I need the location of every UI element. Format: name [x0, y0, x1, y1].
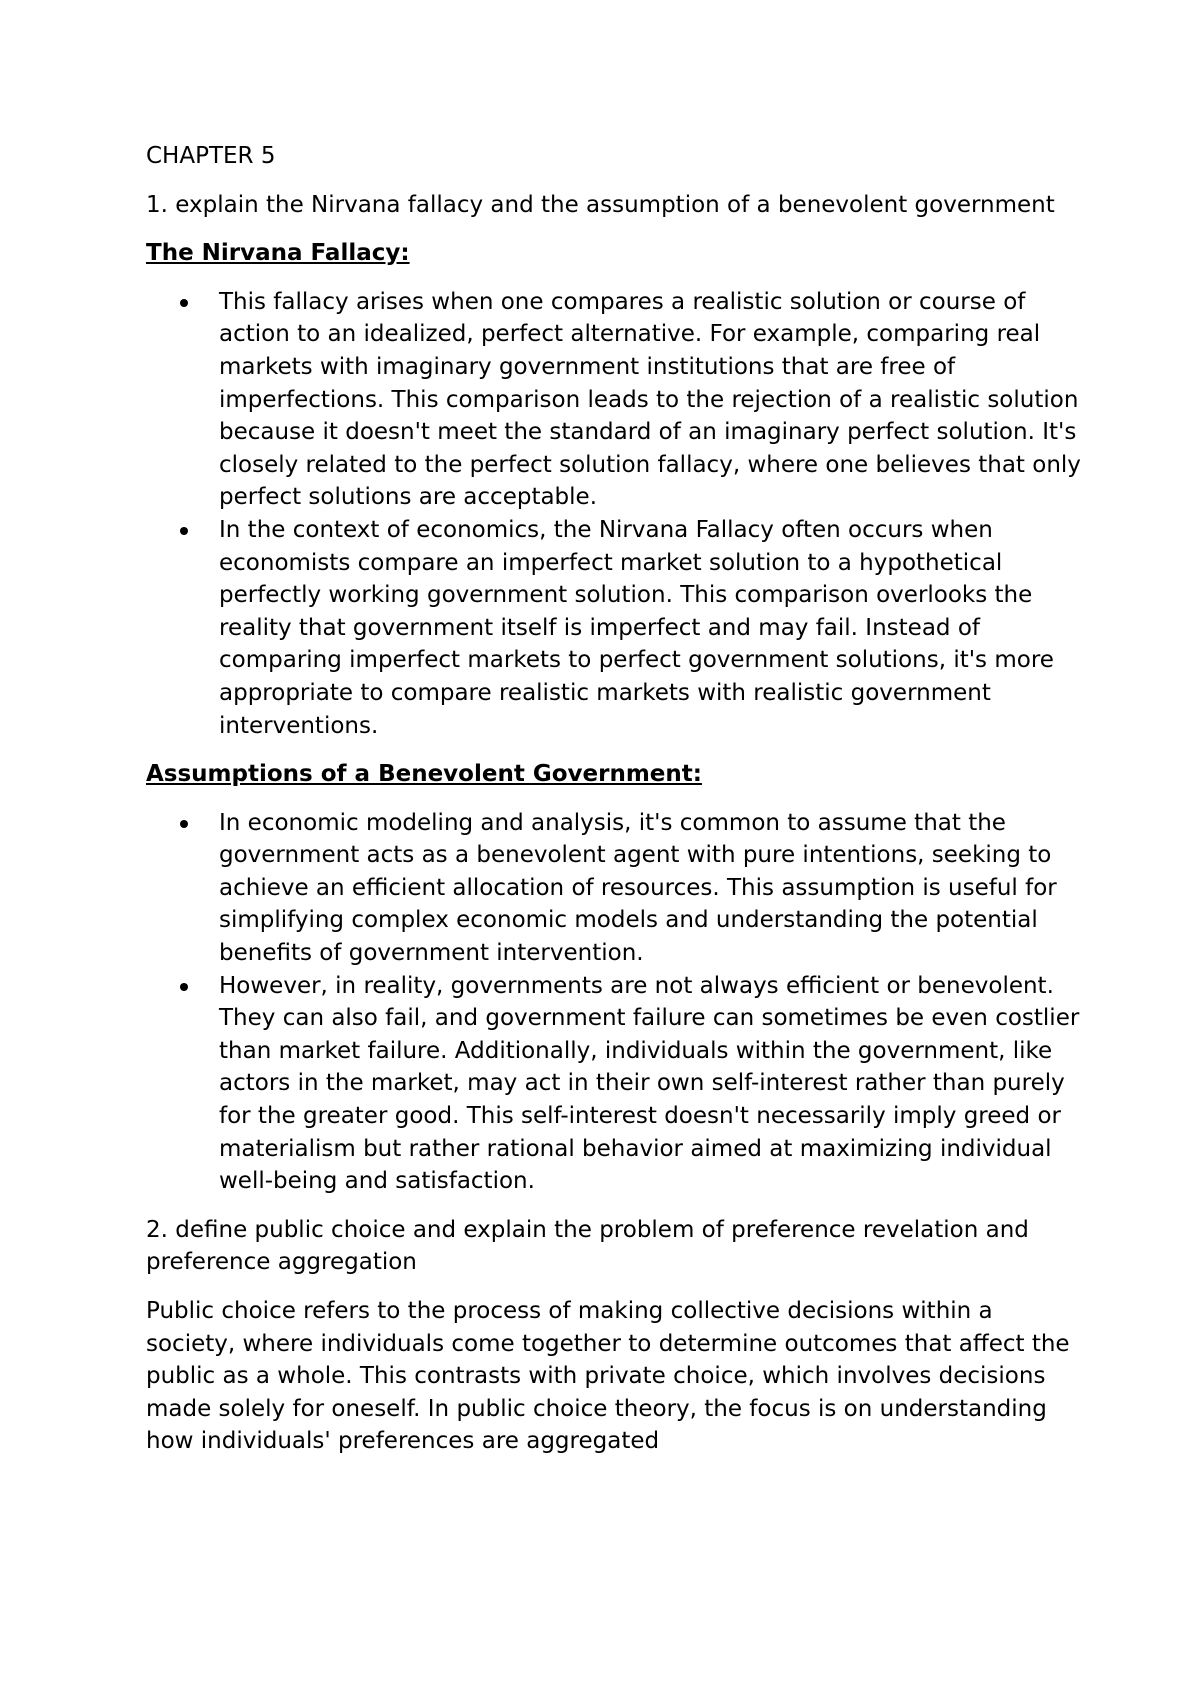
- question-2: 2. define public choice and explain the problem of preference revelation and preference aggregation: [146, 1216, 1029, 1276]
- list-item: [146, 970, 1086, 1198]
- nirvana-bullet-list: [146, 286, 1086, 742]
- benevolent-bullet-list: [146, 807, 1086, 1198]
- document-page: [146, 140, 1086, 1458]
- bullet-icon: [180, 299, 188, 307]
- bullet-text: This fallacy arises when one compares a realistic solution or course of action to an idealized, perfect alternative. For example, comparing real markets with imaginary government institutions that are free of imperfections. This comparison leads to the rejection of a realistic solution because it doesn't meet the standard of an imaginary perfect solution. It's closely related to the perfect solution fallacy, where one believes that only perfect solutions are acceptable.: [219, 288, 1081, 511]
- bullet-icon: [180, 983, 188, 991]
- list-item: [146, 807, 1086, 970]
- public-choice-paragraph: Public choice refers to the process of making collective decisions within a society, where individuals come together to determine outcomes that affect the public as a whole. This contrasts with private choice, which involves decisions made solely for oneself. In public choice theory, the focus is on understanding how individuals' preferences are aggregated: [146, 1298, 1070, 1455]
- heading-nirvana-fallacy: The Nirvana Fallacy:: [146, 240, 410, 267]
- list-item: [146, 286, 1086, 514]
- bullet-icon: [180, 527, 188, 535]
- question-1: 1. explain the Nirvana fallacy and the assumption of a benevolent government: [146, 191, 1055, 218]
- bullet-text: In economic modeling and analysis, it's common to assume that the government acts as a benevolent agent with pure intentions, seeking to achieve an efficient allocation of resources. This assumption is useful for simplifying complex economic models and understanding the potential benefits of government intervention.: [219, 809, 1057, 967]
- chapter-title: CHAPTER 5: [146, 143, 276, 169]
- heading-benevolent-government: Assumptions of a Benevolent Government:: [146, 761, 702, 788]
- bullet-icon: [180, 820, 188, 828]
- bullet-text: In the context of economics, the Nirvana Fallacy often occurs when economists compare an imperfect market solution to a hypothetical perfectly working government solution. This comparison overlooks the reality that government itself is imperfect and may fail. Instead of comparing imperfect markets to perfect government solutions, it's more appropriate to compare realistic markets with realistic government interventions.: [219, 516, 1054, 739]
- bullet-text: However, in reality, governments are not always efficient or benevolent. They can also fail, and government failure can sometimes be even costlier than market failure. Additionally, individuals within the government, like actors in the market, may act in their own self-interest rather than purely for the greater good. This self-interest doesn't necessarily imply greed or materialism but rather rational behavior aimed at maximizing individual well-being and satisfaction.: [219, 972, 1080, 1195]
- list-item: [146, 514, 1086, 742]
